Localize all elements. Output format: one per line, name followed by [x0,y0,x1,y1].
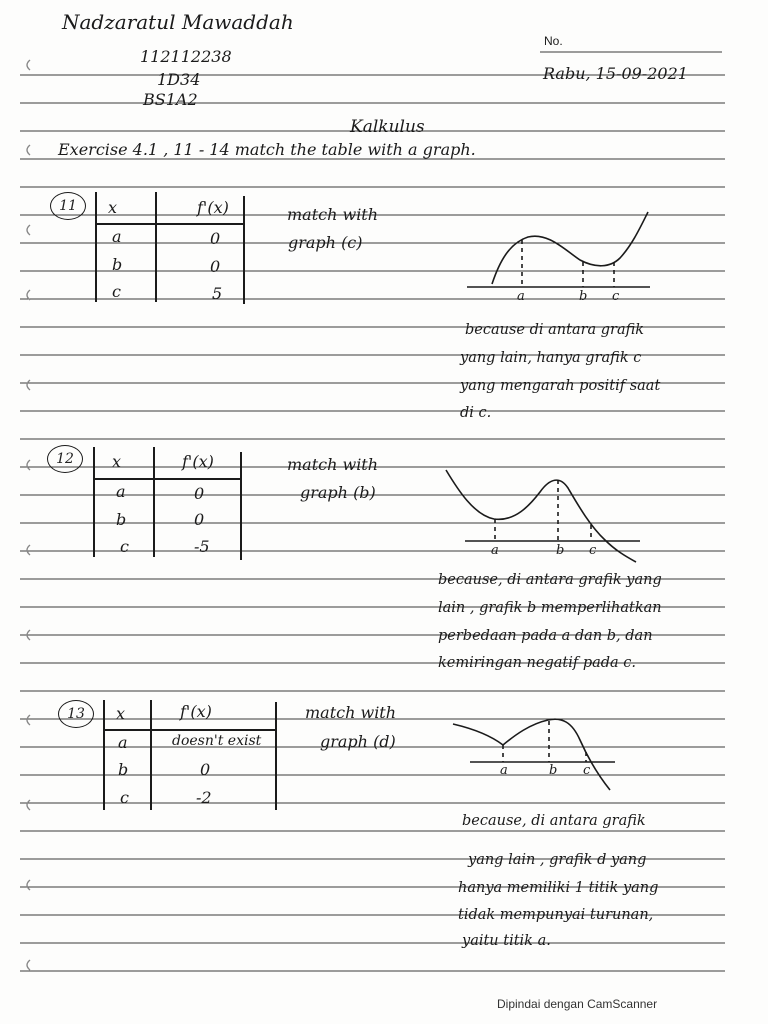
table-row-fx: 0 [210,257,221,276]
match-graph-label: graph (b) [300,483,376,502]
table-row-fx: 0 [200,760,211,779]
reason-line: yang lain, hanya grafik c [460,350,642,366]
student-name: Nadzaratul Mawaddah [62,10,294,34]
match-text: match with [287,205,379,224]
reason-line: yang lain , grafik d yang [468,852,647,868]
table-row-x: c [120,537,129,556]
table-row-fx: -5 [194,537,210,556]
match-text: match with [305,703,397,722]
reason-line: because, di antara grafik yang [438,572,662,588]
axis-label-c: c [612,289,620,304]
scanner-watermark: Dipindai dengan CamScanner [497,997,658,1011]
date: Rabu, 15-09-2021 [543,64,688,83]
table-row-fx: 0 [194,510,205,529]
axis-label-a: a [500,763,508,778]
table-row-x: c [120,788,129,807]
axis-label-a: a [491,543,499,558]
table-row-x: b [112,255,123,274]
reason-line: di c. [460,405,492,421]
axis-label-b: b [579,289,588,304]
table-row-x: c [112,282,121,301]
reason-line: perbedaan pada a dan b, dan [438,628,653,644]
axis-label-c: c [583,763,591,778]
reason-line: yaitu titik a. [462,933,551,949]
reason-line: because, di antara grafik [462,813,646,829]
table-row-fx: 0 [210,229,221,248]
reason-line: hanya memiliki 1 titik yang [458,880,659,896]
match-graph-label: graph (d) [320,732,396,751]
axis-label-b: b [549,763,558,778]
table-header-x: x [112,452,122,471]
table-row-x: a [112,227,122,246]
group-code: BS1A2 [143,90,198,109]
reason-line: because di antara grafik [465,322,645,338]
table-row-x: b [118,760,129,779]
student-id: 112112238 [140,47,232,66]
exercise-number-12: 12 [47,445,83,473]
table-header-fx: f'(x) [180,702,212,721]
no-label: No. [544,34,563,48]
axis-label-a: a [517,289,525,304]
exercise-number-13: 13 [58,700,94,728]
match-text: match with [287,455,379,474]
table-row-fx: doesn't exist [172,733,262,749]
subject-title: Kalkulus [350,117,425,137]
table-row-x: b [116,510,127,529]
reason-line: tidak mempunyai turunan, [458,907,654,923]
table-row-fx: 5 [212,284,223,303]
table-header-fx: f'(x) [182,452,214,471]
table-header-x: x [108,198,118,217]
table-row-fx: -2 [196,788,212,807]
reason-line: lain , grafik b memperlihatkan [438,600,662,616]
axis-label-b: b [556,543,565,558]
table-row-fx: 0 [194,484,205,503]
class-code: 1D34 [157,70,201,89]
match-graph-label: graph (c) [288,233,363,252]
table-header-fx: f'(x) [197,198,229,217]
table-row-x: a [116,482,126,501]
axis-label-c: c [589,543,597,558]
table-header-x: x [116,704,126,723]
exercise-instruction: Exercise 4.1 , 11 - 14 match the table with a graph. [58,140,476,159]
table-row-x: a [118,733,128,752]
exercise-number-11: 11 [50,192,86,220]
reason-line: kemiringan negatif pada c. [438,655,637,671]
reason-line: yang mengarah positif saat [460,378,661,394]
